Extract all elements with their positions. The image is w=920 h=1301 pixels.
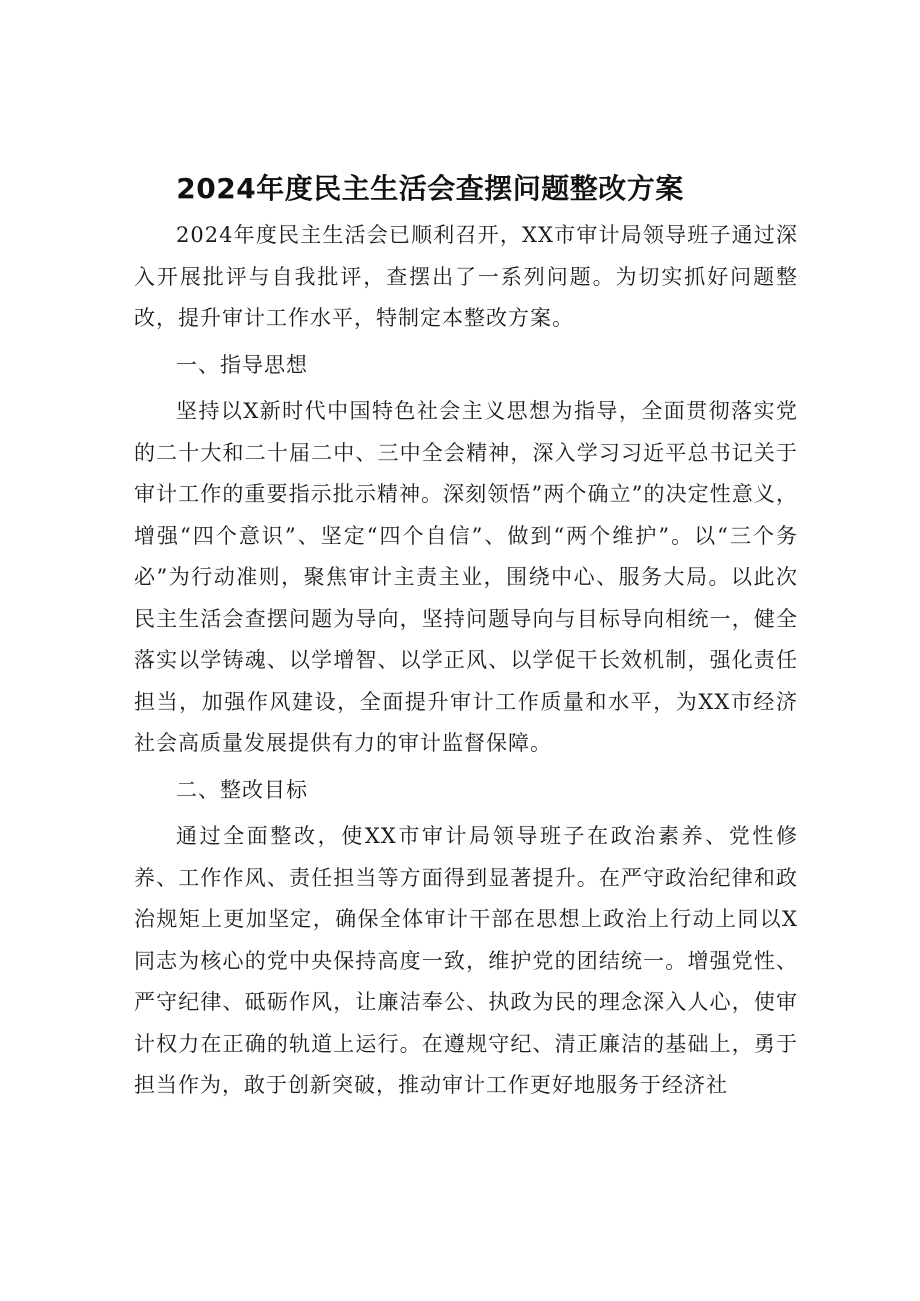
document-body <box>134 215 798 1107</box>
section-paragraph-guiding-ideology: 坚持以X新时代中国特色社会主义思想为指导，全面贯彻落实党的二十大和二十届二中、三中全会精神，深入学习习近平总书记关于审计工作的重要指示批示精神。深刻领悟”两个确立”的决定性意义，增强“四个意识”、坚定“四个自信”、做到“两个维护”。以“三个务必”为行动准则，聚焦审计主责主业，围绕中心、服务大局。以此次民主生活会查摆问题为导向，坚持问题导向与目标导向相统一，健全落实以学铸魂、以学增智、以学正风、以学促干长效机制，强化责任担当，加强作风建设，全面提升审计工作质量和水平，为XX市经济社会高质量发展提供有力的审计监督保障。 <box>134 399 798 755</box>
intro-paragraph: 2024年度民主生活会已顺利召开，XX市审计局领导班子通过深入开展批评与自我批评，查摆出了一系列问题。为切实抓好问题整改，提升审计工作水平，特制定本整改方案。 <box>134 223 798 330</box>
section-heading-guiding-ideology: 一、指导思想 <box>176 352 308 377</box>
document-title: 2024年度民主生活会查摆问题整改方案 <box>176 172 684 205</box>
section-paragraph-rectification-goals: 通过全面整改，使XX市审计局领导班子在政治素养、党性修养、工作作风、责任担当等方面得到显著提升。在严守政治纪律和政治规矩上更加坚定，确保全体审计干部在思想上政治上行动上同以X同志为核心的党中央保持高度一致，维护党的团结统一。增强党性、严守纪律、砥砺作风，让廉洁奉公、执政为民的理念深入人心，使审计权力在正确的轨道上运行。在遵规守纪、清正廉洁的基础上，勇于担当作为，敢于创新突破，推动审计工作更好地服务于经济社 <box>134 824 798 1097</box>
section-heading-rectification-goals: 二、整改目标 <box>176 777 308 802</box>
